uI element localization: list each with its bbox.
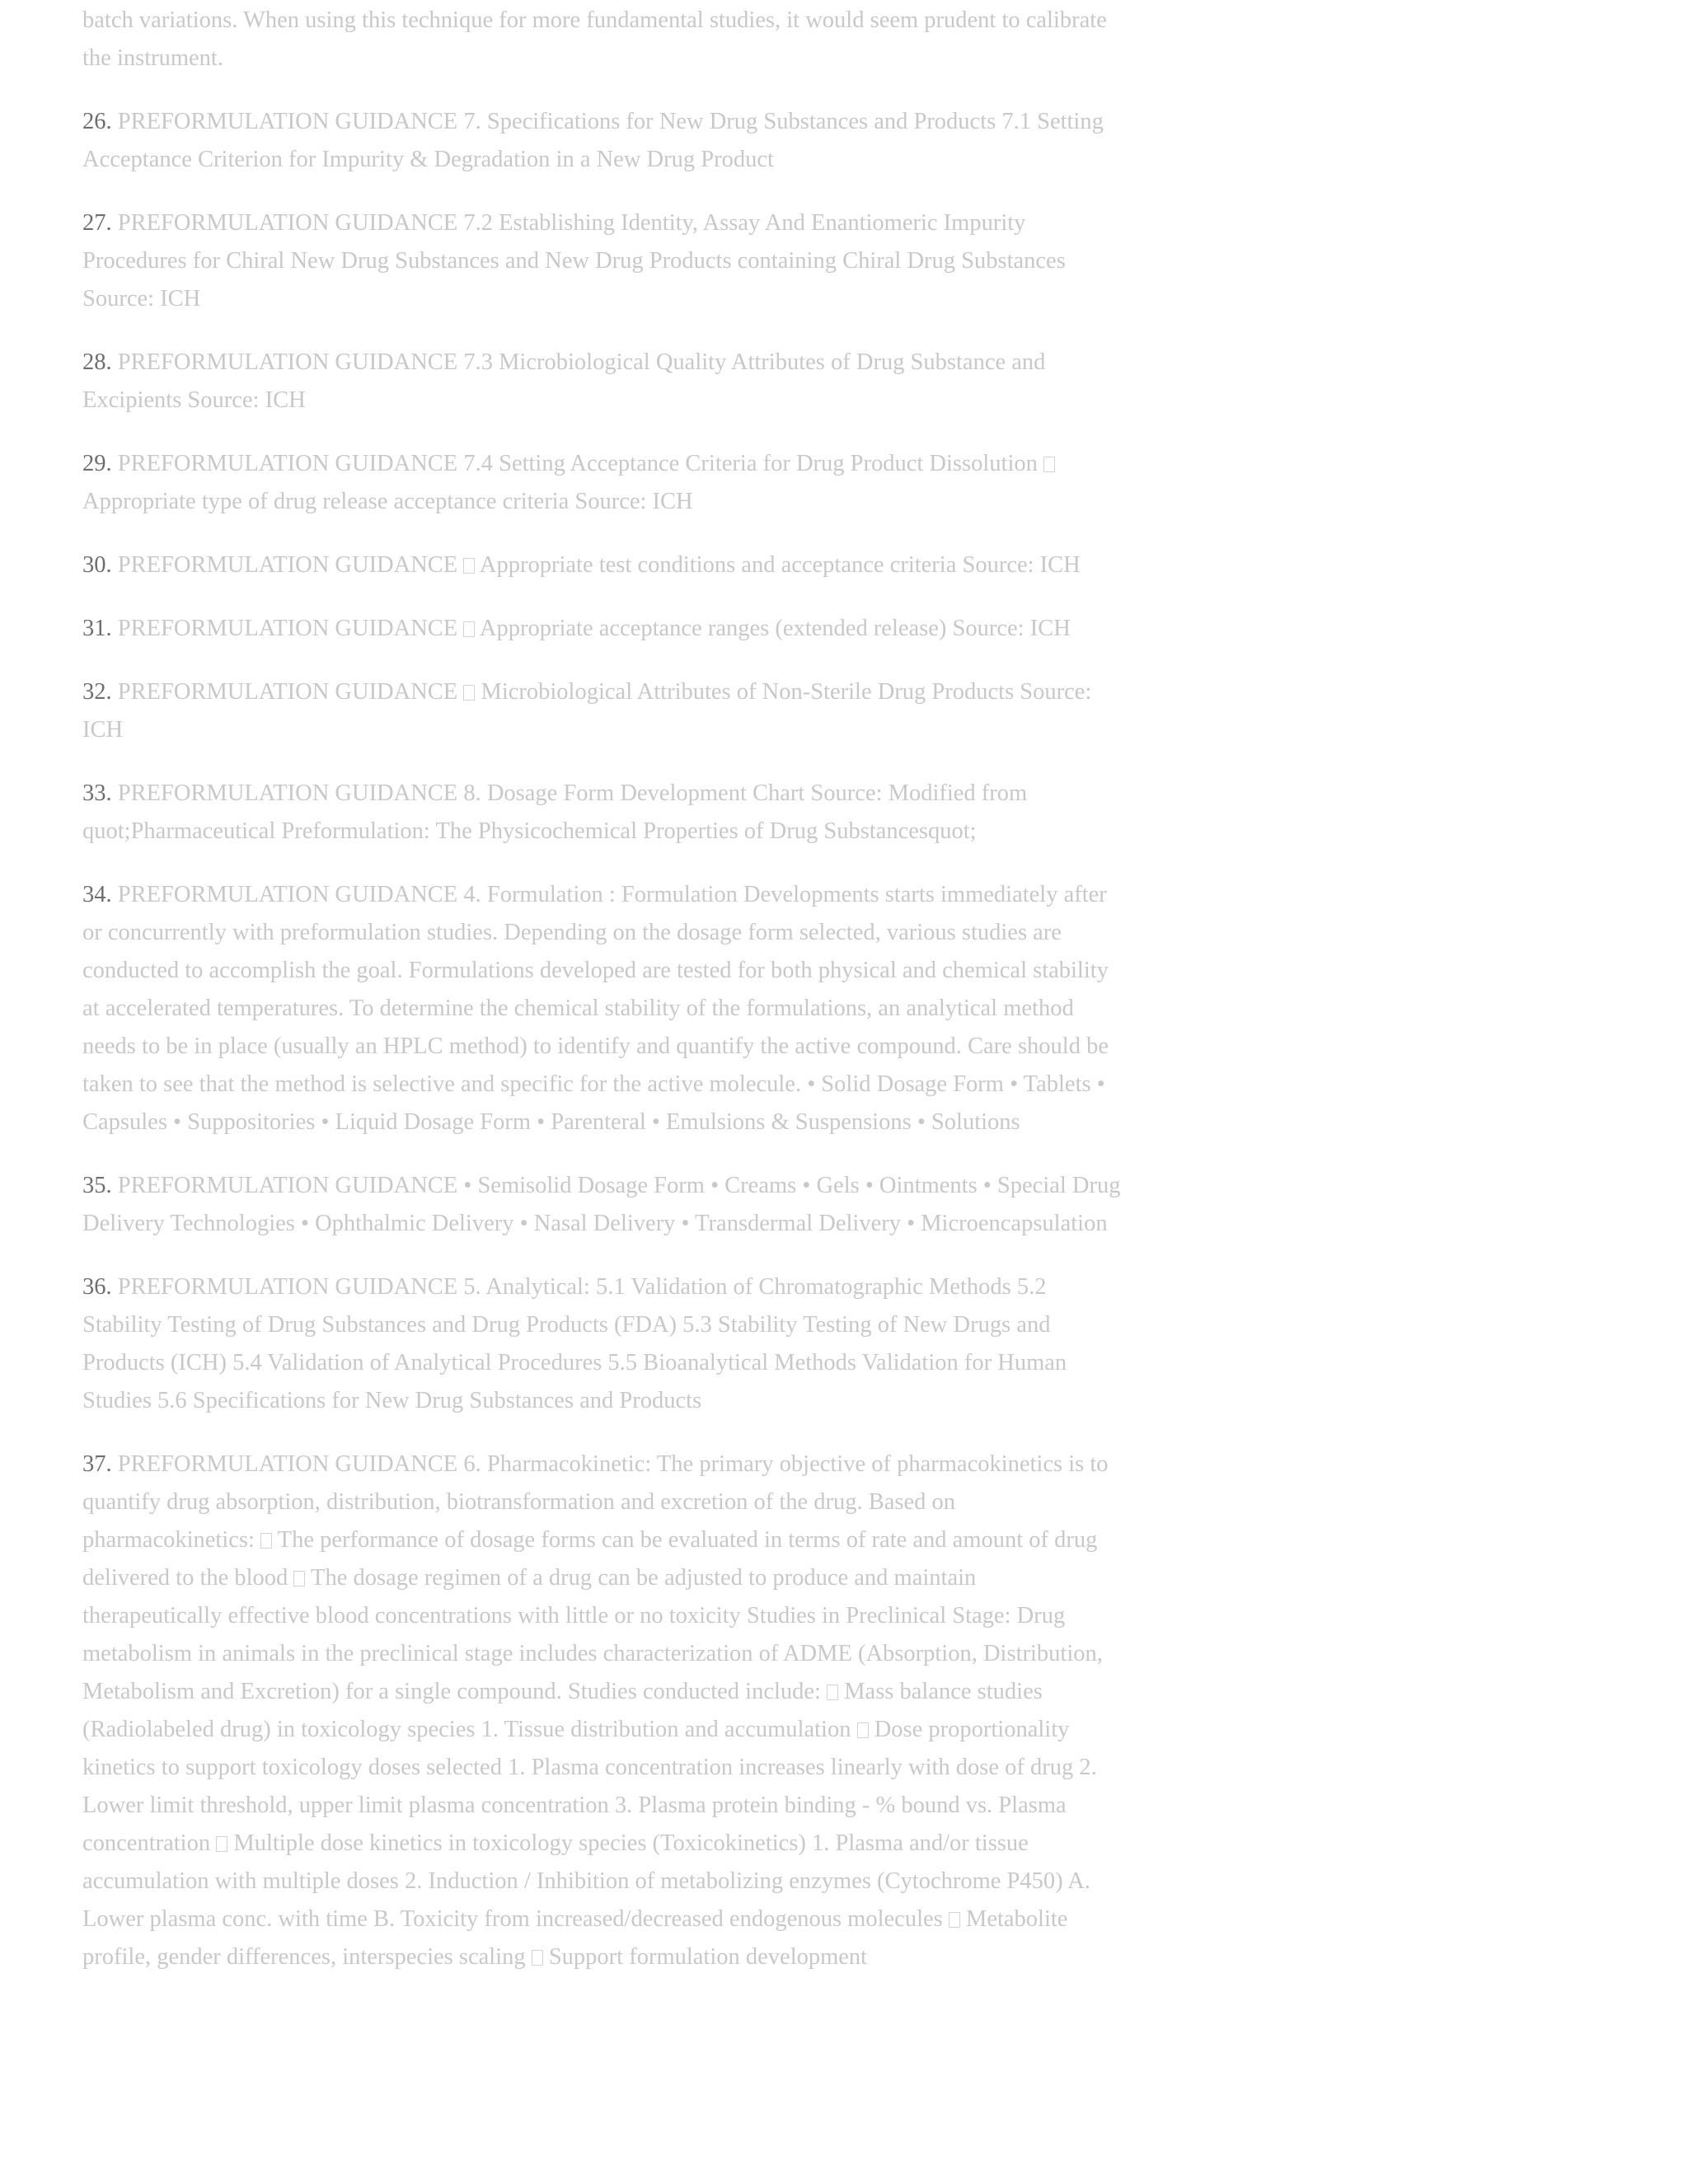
slide-text: The dosage regimen of a drug can be adjusted to produce and maintain therapeutically effective blood concentrations with little or no toxicity Studies in Preclinical Stage: Drug metabolism in animals in the preclinical stage includes characterization of ADME (Absorption, Distribution, Metabolism and Excretion) for a single compound. Studies conducted include: bbox=[82, 1565, 1103, 1704]
slide-number: 27. bbox=[82, 210, 112, 236]
slide-number: 35. bbox=[82, 1173, 112, 1198]
slide-text: Appropriate type of drug release acceptance criteria Source: ICH bbox=[82, 489, 693, 514]
missing-glyph-box-icon bbox=[532, 1950, 543, 1966]
slide-number: 30. bbox=[82, 552, 112, 578]
slide-text: PREFORMULATION GUIDANCE bbox=[117, 552, 464, 578]
slide-text: PREFORMULATION GUIDANCE 4. Formulation : Formulation Developments starts immediately after or concurrently with preformulation studies. Depending on the dosage form selected, various studies are conducted to accomplish the goal. Formulations developed are tested for both physical and chemical stability at accelerated temperatures. To determine the chemical stability of the formulations, an analytical method needs to be in place (usually an HPLC method) to identify and quantify the active compound. Care should be taken to see that the method is selective and specific for the active molecule. • Solid Dosage Form • Tablets • Capsules • Suppositories • Liquid Dosage Form • Parenteral • Emulsions & Suspensions • Solutions bbox=[82, 882, 1109, 1135]
slide-text: The performance of dosage forms can be evaluated in terms of rate and amount of drug delivered to the blood bbox=[82, 1527, 1098, 1591]
slide-number: 28. bbox=[82, 349, 112, 375]
slide-text: Dose proportionality kinetics to support toxicology doses selected 1. Plasma concentration increases linearly with dose of drug 2. Lower limit threshold, upper limit plasma concentration 3. Plasma protein binding - % bound vs. Plasma concentration bbox=[82, 1717, 1097, 1856]
slide-text: PREFORMULATION GUIDANCE bbox=[117, 679, 464, 705]
slide-text: Support formulation development bbox=[542, 1944, 868, 1970]
slide-paragraph bbox=[82, 1167, 1121, 1243]
slide-text: Mass balance studies (Radiolabeled drug) in toxicology species 1. Tissue distribution and accumulation bbox=[82, 1679, 1043, 1742]
slide-number: 29. bbox=[82, 451, 112, 476]
missing-glyph-box-icon bbox=[260, 1533, 272, 1549]
missing-glyph-box-icon bbox=[463, 621, 475, 637]
missing-glyph-box-icon bbox=[857, 1722, 869, 1738]
missing-glyph-box-icon bbox=[949, 1912, 960, 1928]
slide-paragraph bbox=[82, 103, 1121, 179]
slide-text: PREFORMULATION GUIDANCE • Semisolid Dosage Form • Creams • Gels • Ointments • Special Drug Delivery Technologies • Ophthalmic Delivery • Nasal Delivery • Transdermal Delivery • Microencapsulation bbox=[82, 1173, 1121, 1236]
slide-text: Metabolite profile, gender differences, interspecies scaling bbox=[82, 1906, 1068, 1970]
missing-glyph-box-icon bbox=[463, 685, 475, 701]
slide-text: Appropriate acceptance ranges (extended release) Source: ICH bbox=[475, 616, 1071, 641]
document-page bbox=[82, 0, 1121, 1976]
slide-paragraph bbox=[82, 1268, 1121, 1420]
slide-text: PREFORMULATION GUIDANCE 7.2 Establishing Identity, Assay And Enantiomeric Impurity Procedures for Chiral New Drug Substances and New Drug Products containing Chiral Drug Substances Source: ICH bbox=[82, 210, 1066, 312]
slide-text: PREFORMULATION GUIDANCE 8. Dosage Form Development Chart Source: Modified from quot;Pharmaceutical Preformulation: The Physicochemical Properties of Drug Substancesquot; bbox=[82, 780, 1028, 844]
slide-number: 34. bbox=[82, 882, 112, 907]
slide-text: PREFORMULATION GUIDANCE 7.3 Microbiological Quality Attributes of Drug Substance and Excipients Source: ICH bbox=[82, 349, 1046, 413]
slide-paragraph bbox=[82, 876, 1121, 1141]
slide-paragraph bbox=[82, 445, 1121, 521]
slide-text: Microbiological Attributes of Non-Sterile Drug Products Source: ICH bbox=[82, 679, 1092, 743]
missing-glyph-box-icon bbox=[293, 1571, 305, 1586]
slide-text: Appropriate test conditions and acceptance criteria Source: ICH bbox=[475, 552, 1081, 578]
slide-text: PREFORMULATION GUIDANCE 7. Specifications for New Drug Substances and Products 7.1 Setting Acceptance Criterion for Impurity & Degradation in a New Drug Product bbox=[82, 109, 1104, 172]
slide-number: 36. bbox=[82, 1274, 112, 1300]
slide-paragraph bbox=[82, 673, 1121, 749]
slide-number: 31. bbox=[82, 616, 112, 641]
slide-list bbox=[82, 103, 1121, 1976]
slide-number: 26. bbox=[82, 109, 112, 134]
missing-glyph-box-icon bbox=[1043, 457, 1055, 472]
slide-number: 32. bbox=[82, 679, 112, 705]
missing-glyph-box-icon bbox=[463, 558, 475, 574]
slide-paragraph bbox=[82, 775, 1121, 851]
slide-paragraph bbox=[82, 204, 1121, 318]
slide-number: 33. bbox=[82, 780, 112, 806]
missing-glyph-box-icon bbox=[216, 1836, 227, 1852]
slide-text: PREFORMULATION GUIDANCE 5. Analytical: 5.1 Validation of Chromatographic Methods 5.2 Stability Testing of Drug Substances and Drug Products (FDA) 5.3 Stability Testing of New Drugs and Products (ICH) 5.4 Validation of Analytical Procedures 5.5 Bioanalytical Methods Validation for Human Studies 5.6 Specifications for New Drug Substances and Products bbox=[82, 1274, 1067, 1413]
slide-text: PREFORMULATION GUIDANCE 6. Pharmacokinetic: The primary objective of pharmacokinetics is to quantify drug absorption, distribution, biotransformation and excretion of the drug. Based on pharmacokinetics: bbox=[82, 1451, 1109, 1553]
slide-paragraph bbox=[82, 610, 1121, 648]
missing-glyph-box-icon bbox=[827, 1685, 838, 1700]
slide-text: Multiple dose kinetics in toxicology species (Toxicokinetics) 1. Plasma and/or tissue accumulation with multiple doses 2. Induction / Inhibition of metabolizing enzymes (Cytochrome P450) A. Lower plasma conc. with time B. Toxicity from increased/decreased endogenous molecules bbox=[82, 1830, 1090, 1932]
slide-number: 37. bbox=[82, 1451, 112, 1477]
slide-paragraph bbox=[82, 344, 1121, 419]
slide-text: PREFORMULATION GUIDANCE 7.4 Setting Acceptance Criteria for Drug Product Dissolution bbox=[117, 451, 1043, 476]
slide-paragraph bbox=[82, 1446, 1121, 1976]
slide-paragraph bbox=[82, 546, 1121, 584]
intro-paragraph: batch variations. When using this technique for more fundamental studies, it would seem prudent to calibrate the instrument. bbox=[82, 7, 1107, 71]
slide-text: PREFORMULATION GUIDANCE bbox=[117, 616, 464, 641]
